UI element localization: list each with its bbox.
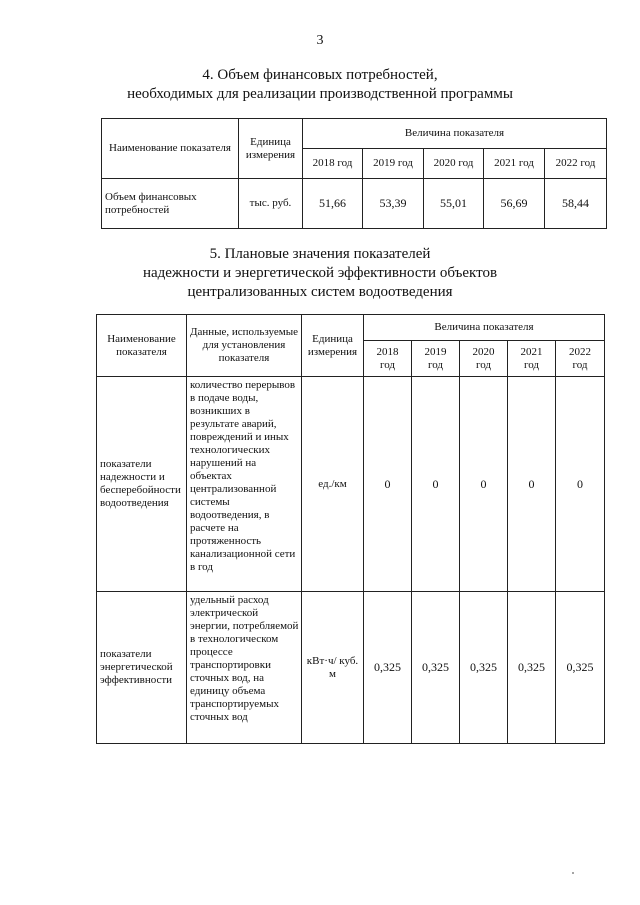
row-indicator-name: Объем финансовых потребностей xyxy=(102,179,239,229)
row-value: 0,325 xyxy=(508,592,556,744)
section-4-title-line-1: 4. Объем финансовых потребностей, xyxy=(202,67,438,83)
header-year: 2020 год xyxy=(424,149,484,179)
row-value: 0 xyxy=(508,377,556,592)
row-value: 53,39 xyxy=(363,179,424,229)
row-indicator-name: показатели надежности и бесперебойности водоотведения xyxy=(97,377,187,592)
section-4-title-line-2: необходимых для реализации производственной программы xyxy=(127,86,513,102)
header-unit: Единица измерения xyxy=(239,119,303,179)
section-5-title-line-3: централизованных систем водоотведения xyxy=(187,284,453,300)
header-year-number: 2021 xyxy=(520,345,543,358)
row-value: 51,66 xyxy=(303,179,363,229)
row-value: 0,325 xyxy=(460,592,508,744)
header-indicator-name: Наименование показателя xyxy=(97,315,187,377)
row-value: 56,69 xyxy=(484,179,545,229)
header-year xyxy=(556,341,605,377)
header-indicator-name: Наименование показателя xyxy=(102,119,239,179)
header-indicator-value: Величина показателя xyxy=(303,119,607,149)
financial-needs-table xyxy=(101,118,607,229)
table-row xyxy=(97,592,605,744)
header-year-suffix: год xyxy=(572,358,588,371)
header-year: 2021 год xyxy=(484,149,545,179)
header-source-data: Данные, используемые для установления показателя xyxy=(187,315,302,377)
row-value: 0 xyxy=(460,377,508,592)
header-year: 2022 год xyxy=(545,149,607,179)
row-value: 0 xyxy=(556,377,605,592)
row-value: 0 xyxy=(364,377,412,592)
section-5-title-line-2: надежности и энергетической эффективности объектов xyxy=(142,265,498,281)
section-5-title xyxy=(0,245,640,302)
page-number: 3 xyxy=(316,33,324,48)
table-row xyxy=(102,179,607,229)
header-unit: Единица измерения xyxy=(302,315,364,377)
header-year-number: 2020 xyxy=(472,345,495,358)
header-year xyxy=(364,341,412,377)
header-indicator-value: Величина показателя xyxy=(364,315,605,341)
section-4-title xyxy=(0,66,640,104)
row-value: 55,01 xyxy=(424,179,484,229)
row-value: 58,44 xyxy=(545,179,607,229)
header-year-suffix: год xyxy=(379,358,396,371)
header-year-suffix: год xyxy=(475,358,492,371)
header-year: 2019 год xyxy=(363,149,424,179)
row-value: 0,325 xyxy=(364,592,412,744)
header-year-number: 2018 xyxy=(376,345,399,358)
row-value: 0 xyxy=(412,377,460,592)
header-year-number: 2019 xyxy=(424,345,447,358)
header-year-suffix: год xyxy=(427,358,444,371)
row-source-data: количество перерывов в подаче воды, возникших в результате аварий, повреждений и иных технологических нарушений на объектах централизованной системы водоотведения, в расчете на протяженность канализационной сети в год xyxy=(187,377,302,592)
header-year xyxy=(508,341,556,377)
reliability-efficiency-table xyxy=(96,314,605,744)
row-value: 0,325 xyxy=(556,592,605,744)
header-year: 2018 год xyxy=(303,149,363,179)
table-row xyxy=(97,377,605,592)
row-unit: кВт·ч/ куб. м xyxy=(302,592,364,744)
header-year-suffix: год xyxy=(523,358,540,371)
row-unit: ед./км xyxy=(302,377,364,592)
scan-speck xyxy=(572,872,574,874)
section-5-title-line-1: 5. Плановые значения показателей xyxy=(209,246,431,262)
header-year xyxy=(460,341,508,377)
header-year-number: 2022 xyxy=(569,345,591,358)
row-source-data: удельный расход электрической энергии, потребляемой в технологическом процессе транспортировки сточных вод, на единицу объема транспортируемых сточных вод xyxy=(187,592,302,744)
row-indicator-name: показатели энергетической эффективности xyxy=(97,592,187,744)
row-unit: тыс. руб. xyxy=(239,179,303,229)
row-value: 0,325 xyxy=(412,592,460,744)
header-year xyxy=(412,341,460,377)
